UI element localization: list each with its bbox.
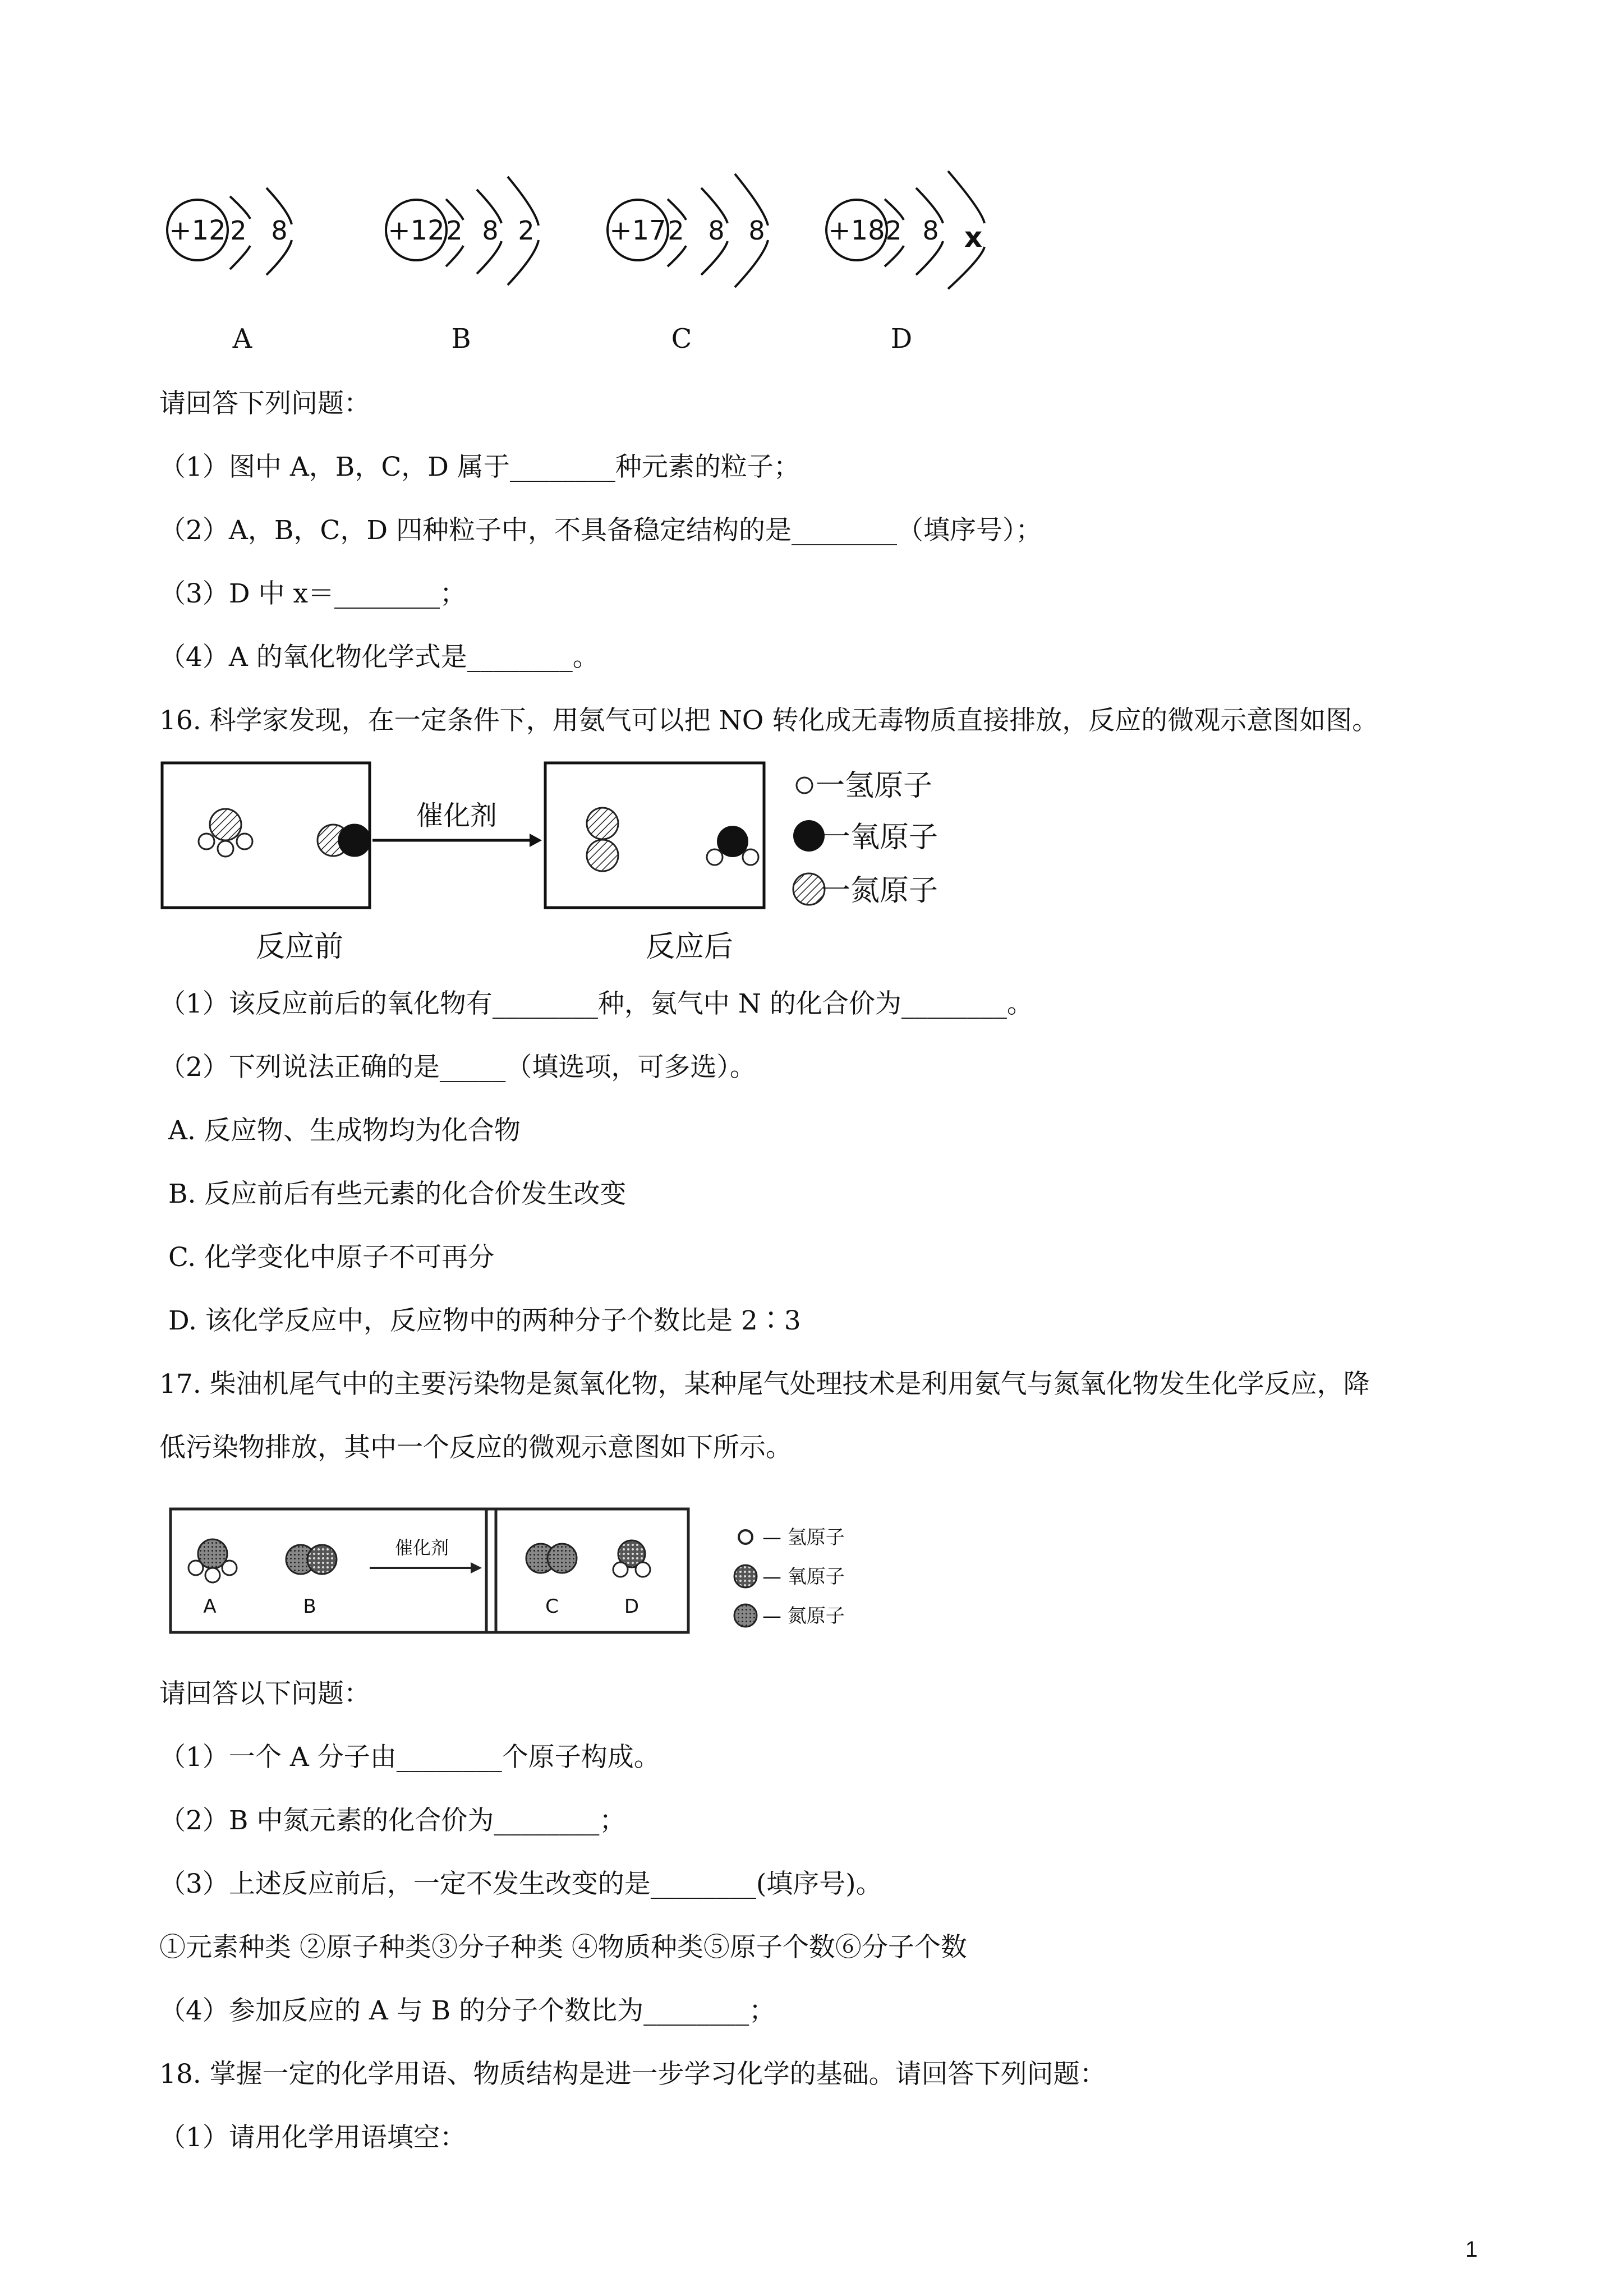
atom-c-shell-2: 8 xyxy=(708,215,725,246)
q17-legend-nitrogen: — 氮原子 xyxy=(762,1605,845,1627)
atom-b-nucleus: +12 xyxy=(388,215,445,246)
atom-c-shell-3: 8 xyxy=(748,215,765,246)
atom-c-shell-1: 2 xyxy=(668,215,684,246)
q15-part4: （4）A 的氧化物化学式是________。 xyxy=(159,642,599,673)
atom-c-nucleus: +17 xyxy=(609,215,666,246)
q16-part2: （2）下列说法正确的是_____（填选项，可多选）。 xyxy=(159,1052,756,1083)
q17-label-b: B xyxy=(303,1595,316,1618)
q17-legend-hydrogen: — 氢原子 xyxy=(762,1526,845,1549)
q16-legend-hydrogen: 一氢原子 xyxy=(816,769,933,803)
atom-a-nucleus: +12 xyxy=(169,215,226,246)
q15-intro: 请回答下列问题： xyxy=(159,388,370,419)
q18-stem: 18. 掌握一定的化学用语、物质结构是进一步学习化学的基础。请回答下列问题： xyxy=(159,2059,1106,2090)
q16-option-a: A. 反应物、生成物均为化合物 xyxy=(168,1115,521,1146)
q17-choices: ①元素种类 ②原子种类③分子种类 ④物质种类⑤原子个数⑥分子个数 xyxy=(159,1932,967,1963)
atom-d-shell-3: x xyxy=(964,221,983,254)
q16-reaction-diagram xyxy=(159,757,1001,970)
q17-catalyst-label: 催化剂 xyxy=(394,1537,449,1558)
atom-diagram-d xyxy=(826,171,984,355)
atom-b-shell-2: 8 xyxy=(482,215,499,246)
q16-after-label: 反应后 xyxy=(645,930,734,964)
atom-structure-diagrams xyxy=(151,163,1015,365)
atom-d-shell-1: 2 xyxy=(885,215,902,246)
q16-option-c: C. 化学变化中原子不可再分 xyxy=(168,1242,495,1273)
q16-catalyst-label: 催化剂 xyxy=(416,800,498,831)
q17-part3: （3）上述反应前后，一定不发生改变的是________(填序号)。 xyxy=(159,1869,882,1899)
atom-diagram-a xyxy=(167,188,292,355)
atom-diagram-c xyxy=(608,174,768,355)
atom-c-label: C xyxy=(671,323,692,355)
q17-label-a: A xyxy=(203,1595,217,1618)
q17-part1: （1）一个 A 分子由________个原子构成。 xyxy=(159,1742,660,1773)
atom-d-nucleus: +18 xyxy=(828,215,885,246)
atom-d-shell-2: 8 xyxy=(922,215,939,246)
q16-part1: （1）该反应前后的氧化物有________种，氨气中 N 的化合价为________。 xyxy=(159,988,1033,1019)
q17-stem-line2: 低污染物排放，其中一个反应的微观示意图如下所示。 xyxy=(159,1432,792,1463)
q16-option-b: B. 反应前后有些元素的化合价发生改变 xyxy=(168,1179,627,1209)
q17-stem-line1: 17. 柴油机尾气中的主要污染物是氮氧化物，某种尾气处理技术是利用氨气与氮氧化物发生化学反应，降 xyxy=(159,1369,1370,1400)
q17-part4: （4）参加反应的 A 与 B 的分子个数比为________； xyxy=(159,1995,776,2026)
q15-part2: （2）A，B，C，D 四种粒子中，不具备稳定结构的是________（填序号）； xyxy=(159,515,1042,546)
q17-part2: （2）B 中氮元素的化合价为________； xyxy=(159,1805,626,1836)
atom-a-shell-2: 8 xyxy=(271,215,288,246)
q16-before-label: 反应前 xyxy=(255,930,344,964)
q17-intro: 请回答以下问题： xyxy=(159,1678,370,1709)
atom-a-shell-1: 2 xyxy=(230,215,247,246)
q17-reaction-diagram xyxy=(159,1498,905,1644)
q16-option-d: D. 该化学反应中，反应物中的两种分子个数比是 2∶3 xyxy=(168,1305,801,1336)
q18-part1: （1）请用化学用语填空： xyxy=(159,2122,466,2153)
atom-d-label: D xyxy=(890,323,913,355)
q15-part3: （3）D 中 x＝________； xyxy=(159,578,466,609)
atom-b-shell-3: 2 xyxy=(518,215,535,246)
atom-a-label: A xyxy=(232,323,252,355)
q17-legend-oxygen: — 氧原子 xyxy=(762,1566,845,1588)
q15-part1: （1）图中 A，B，C，D 属于________种元素的粒子； xyxy=(159,452,800,482)
atom-b-shell-1: 2 xyxy=(446,215,463,246)
q16-legend-nitrogen: 一氮原子 xyxy=(821,874,938,908)
atom-b-label: B xyxy=(451,323,471,355)
atom-diagram-b xyxy=(386,177,539,355)
q16-stem: 16. 科学家发现，在一定条件下，用氨气可以把 NO 转化成无毒物质直接排放，反应的微观示意图如图。 xyxy=(159,705,1379,736)
page-number: 1 xyxy=(1465,2237,1478,2262)
q17-label-d: D xyxy=(624,1595,640,1618)
q16-legend-oxygen: 一氧原子 xyxy=(821,821,938,854)
q17-label-c: C xyxy=(545,1595,559,1618)
